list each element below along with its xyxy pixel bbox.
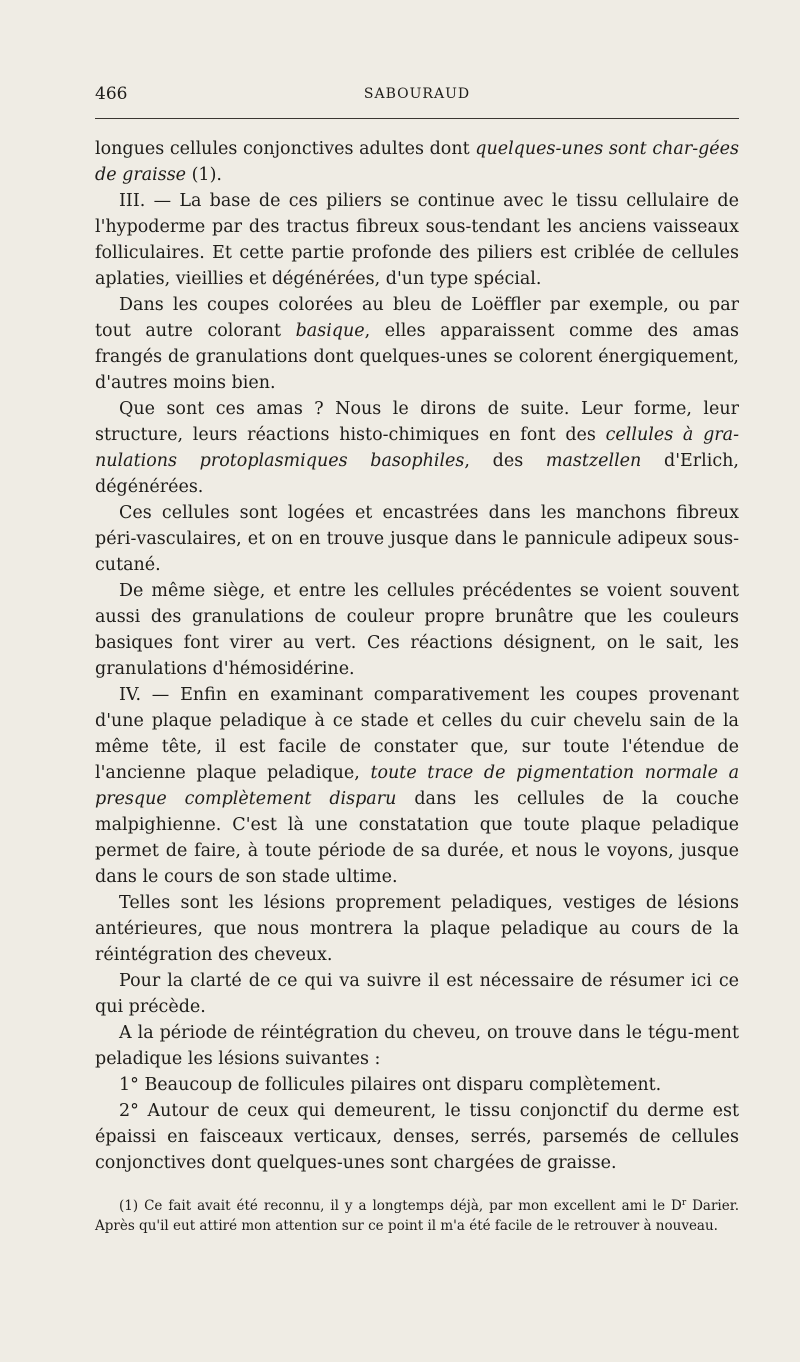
- emphasis-text: cellules à gra-nulations protoplasmiques basophiles: [95, 425, 740, 471]
- paragraph-text: dans les cellules de la couche malpighienne. C'est là une constatation que toute plaque peladique permet de faire, à toute période de sa durée, et nous le voyons, jusque dans le cours de son stade ultime.: [95, 789, 739, 887]
- paragraph-text: III. — La base de ces piliers se continue avec le tissu cellulaire de l'hypoderme par des tractus fibreux sous-tendant les anciens vaisseaux folliculaires. Et cette partie profonde des piliers est criblée de cellules aplaties, vieillies et dégénérées, d'un type spécial.: [95, 191, 739, 289]
- paragraph-text: Telles sont les lésions proprement peladiques, vestiges de lésions antérieures, que nous montrera la plaque peladique au cours de la réintégration des cheveux.: [95, 893, 739, 965]
- footnote-text-end: Darier. Après qu'il eut attiré mon attention sur ce point il m'a été facile de le retrouver à nouveau.: [95, 1198, 740, 1234]
- paragraph-text: longues cellules conjonctives adultes dont: [95, 139, 476, 159]
- body-paragraph: [95, 682, 739, 890]
- paragraph-text: 2° Autour de ceux qui demeurent, le tissu conjonctif du derme est épaissi en faisceaux verticaux, denses, serrés, parsemés de cellules conjonctives dont quelques-unes sont chargées de graisse.: [95, 1101, 739, 1173]
- paragraph-text: Pour la clarté de ce qui va suivre il est nécessaire de résumer ici ce qui précède.: [95, 971, 739, 1017]
- body-paragraph: [95, 292, 739, 396]
- emphasis-text: basique: [295, 321, 365, 341]
- body-paragraph: [95, 188, 739, 292]
- paragraph-text: Dans les coupes colorées au bleu de Loëffler par exemple, ou par tout autre colorant: [95, 295, 739, 341]
- paragraph-text: d'Erlich, dégénérées.: [95, 451, 739, 497]
- paragraph-text: , elles apparaissent comme des amas frangés de granulations dont quelques-unes se colorent énergiquement, d'autres moins bien.: [95, 321, 740, 393]
- body-paragraph: [95, 968, 739, 1020]
- paragraph-text: (1).: [186, 165, 222, 185]
- paragraph-text: A la période de réintégration du cheveu, on trouve dans le tégu-ment peladique les lésions suivantes :: [95, 1023, 739, 1069]
- paragraph-text: IV. — Enfin en examinant comparativement les coupes provenant d'une plaque peladique à ce stade et celles du cuir chevelu sain de la même tête, il est facile de constater que, sur toute l'étendue de l'ancienne plaque peladique,: [95, 685, 739, 783]
- header-rule: [95, 118, 739, 119]
- paragraph-text: , des: [464, 451, 546, 471]
- body-text: [95, 136, 739, 1176]
- emphasis-text: quelques-unes sont char-gées de graisse: [95, 139, 740, 185]
- page-number: 466: [95, 84, 128, 104]
- paragraph-text: 1° Beaucoup de follicules pilaires ont disparu complètement.: [119, 1075, 662, 1095]
- paragraph-text: Que sont ces amas ? Nous le dirons de suite. Leur forme, leur structure, leurs réactions histo-chimiques en font des: [95, 399, 739, 445]
- body-paragraph: [95, 1098, 739, 1176]
- body-paragraph: [95, 890, 739, 968]
- footnote-superscript: r: [681, 1198, 687, 1208]
- footnote: [95, 1193, 739, 1236]
- emphasis-text: toute trace de pigmentation normale a presque complètement disparu: [95, 763, 739, 809]
- page-header: [95, 84, 739, 106]
- body-paragraph: [95, 396, 739, 500]
- body-paragraph: [95, 1072, 739, 1098]
- paragraph-text: Ces cellules sont logées et encastrées dans les manchons fibreux péri-vasculaires, et on en trouve jusque dans le pannicule adipeux sous-cutané.: [95, 503, 739, 575]
- body-paragraph: [95, 578, 739, 682]
- running-head: SABOURAUD: [363, 86, 471, 102]
- body-paragraph: [95, 136, 739, 188]
- emphasis-text: mastzellen: [545, 451, 642, 471]
- paragraph-text: De même siège, et entre les cellules précédentes se voient souvent aussi des granulations de couleur propre brunâtre que les couleurs basiques font virer au vert. Ces réactions désignent, on le sait, les granulations d'hémosidérine.: [95, 581, 739, 679]
- footnote-text-start: (1) Ce fait avait été reconnu, il y a longtemps déjà, par mon excellent ami le D: [119, 1198, 682, 1214]
- body-paragraph: [95, 1020, 739, 1072]
- body-paragraph: [95, 500, 739, 578]
